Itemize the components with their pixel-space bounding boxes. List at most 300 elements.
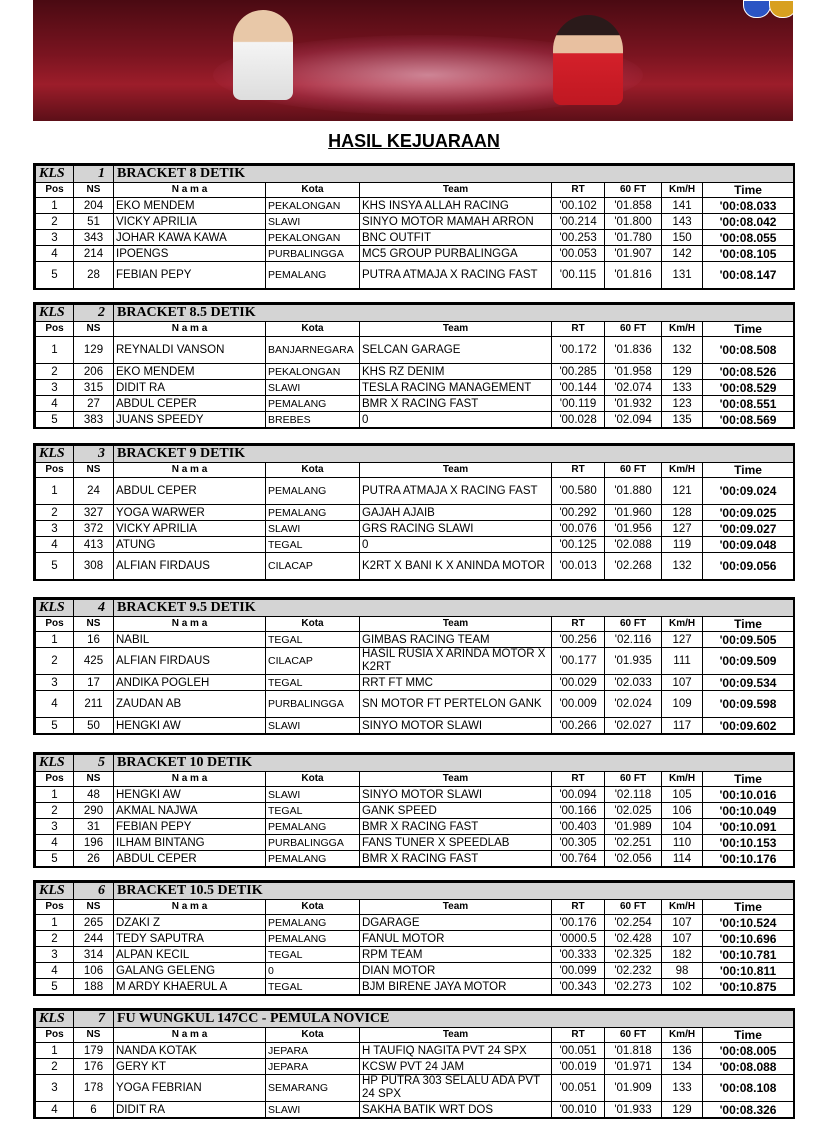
cell-ft: '02.056 [605,851,662,867]
cell-kota: PEMALANG [266,262,360,289]
cell-kmh: 134 [662,1059,703,1075]
column-header-pos: Pos [36,617,74,632]
cell-team: FANUL MOTOR [360,931,552,947]
column-header-row [36,772,794,787]
column-header-time: Time [703,900,794,915]
cell-nama: HENGKI AW [114,787,266,803]
cell-rt: '00.119 [552,396,605,412]
cell-kmh: 123 [662,396,703,412]
cell-team: BMR X RACING FAST [360,819,552,835]
cell-ft: '01.880 [605,478,662,505]
cell-ns: 206 [74,364,114,380]
cell-rt: '00.292 [552,505,605,521]
cell-time: '00:09.602 [703,718,794,734]
cell-ft: '01.800 [605,214,662,230]
cell-kmh: 127 [662,521,703,537]
cell-kmh: 121 [662,478,703,505]
cell-time: '00:08.105 [703,246,794,262]
result-row [36,835,794,851]
cell-rt: '00.053 [552,246,605,262]
cell-kota: PEMALANG [266,396,360,412]
column-header-pos: Pos [36,183,74,198]
cell-ft: '02.088 [605,537,662,553]
cell-nama: VICKY APRILIA [114,521,266,537]
cell-ft: '01.836 [605,337,662,364]
result-row [36,198,794,214]
column-header-pos: Pos [36,322,74,337]
cell-team: MC5 GROUP PURBALINGGA [360,246,552,262]
cell-team: HASIL RUSIA X ARINDA MOTOR X K2RT [360,648,552,675]
column-header-nama: N a m a [114,1028,266,1043]
cell-kmh: 107 [662,675,703,691]
cell-ns: 26 [74,851,114,867]
cell-time: '00:08.005 [703,1043,794,1059]
cell-team: GANK SPEED [360,803,552,819]
page-title: HASIL KEJUARAAN [328,131,500,151]
result-row [36,521,794,537]
column-header-kmh: Km/H [662,463,703,478]
cell-kmh: 104 [662,819,703,835]
cell-rt: '00.172 [552,337,605,364]
cell-kota: PEMALANG [266,915,360,931]
result-row [36,787,794,803]
cell-nama: ZAUDAN AB [114,691,266,718]
class-number: 4 [74,600,114,617]
cell-ns: 31 [74,819,114,835]
cell-time: '00:08.551 [703,396,794,412]
class-header-row [36,1011,794,1028]
cell-pos: 5 [36,553,74,580]
cell-rt: '00.403 [552,819,605,835]
cell-rt: '00.144 [552,380,605,396]
cell-time: '00:10.153 [703,835,794,851]
cell-time: '00:09.027 [703,521,794,537]
cell-team: RPM TEAM [360,947,552,963]
cell-rt: '00.764 [552,851,605,867]
column-header-nama: N a m a [114,772,266,787]
column-header-ft: 60 FT [605,617,662,632]
column-header-nama: N a m a [114,617,266,632]
cell-pos: 4 [36,691,74,718]
cell-team: KHS INSYA ALLAH RACING [360,198,552,214]
class-header-spacer [552,166,794,183]
column-header-ns: NS [74,772,114,787]
cell-time: '00:10.781 [703,947,794,963]
cell-kota: PEMALANG [266,478,360,505]
result-row [36,537,794,553]
class-label: KLS [36,305,74,322]
column-header-nama: N a m a [114,900,266,915]
cell-nama: DIDIT RA [114,1102,266,1118]
cell-ns: 425 [74,648,114,675]
column-header-ft: 60 FT [605,322,662,337]
column-header-kmh: Km/H [662,772,703,787]
cell-kmh: 129 [662,1102,703,1118]
cell-team: BMR X RACING FAST [360,851,552,867]
class-title: FU WUNGKUL 147CC - PEMULA NOVICE [114,1011,552,1028]
cell-pos: 3 [36,230,74,246]
column-header-rt: RT [552,1028,605,1043]
cell-rt: '00.099 [552,963,605,979]
cell-pos: 4 [36,963,74,979]
cell-kota: SLAWI [266,1102,360,1118]
cell-time: '00:10.696 [703,931,794,947]
result-row [36,819,794,835]
results-table [35,165,794,289]
column-header-rt: RT [552,322,605,337]
cell-rt: '00.009 [552,691,605,718]
cell-kmh: 109 [662,691,703,718]
class-label: KLS [36,755,74,772]
cell-kota: SLAWI [266,380,360,396]
column-header-pos: Pos [36,772,74,787]
cell-team: KHS RZ DENIM [360,364,552,380]
cell-pos: 5 [36,412,74,428]
column-header-row [36,1028,794,1043]
cell-team: TESLA RACING MANAGEMENT [360,380,552,396]
cell-rt: '00.285 [552,364,605,380]
result-row [36,648,794,675]
column-header-ns: NS [74,1028,114,1043]
cell-pos: 3 [36,1075,74,1102]
column-header-ns: NS [74,900,114,915]
class-section [33,443,795,581]
cell-ns: 343 [74,230,114,246]
cell-ft: '02.325 [605,947,662,963]
cell-nama: HENGKI AW [114,718,266,734]
column-header-ft: 60 FT [605,900,662,915]
cell-time: '00:10.875 [703,979,794,995]
class-section [33,880,795,996]
cell-ft: '02.273 [605,979,662,995]
class-title: BRACKET 8.5 DETIK [114,305,552,322]
cell-kota: CILACAP [266,648,360,675]
cell-ft: '02.428 [605,931,662,947]
cell-time: '00:08.326 [703,1102,794,1118]
cell-ns: 196 [74,835,114,851]
column-header-pos: Pos [36,1028,74,1043]
cell-ns: 179 [74,1043,114,1059]
cell-pos: 2 [36,364,74,380]
result-row [36,851,794,867]
cell-ft: '01.935 [605,648,662,675]
cell-kota: 0 [266,963,360,979]
cell-rt: '00.176 [552,915,605,931]
column-header-kota: Kota [266,900,360,915]
cell-ns: 28 [74,262,114,289]
class-title: BRACKET 10.5 DETIK [114,883,552,900]
cell-team: SN MOTOR FT PERTELON GANK [360,691,552,718]
cell-ft: '01.858 [605,198,662,214]
class-number: 3 [74,446,114,463]
cell-time: '00:08.033 [703,198,794,214]
cell-nama: JUANS SPEEDY [114,412,266,428]
cell-pos: 5 [36,979,74,995]
column-header-time: Time [703,322,794,337]
column-header-ft: 60 FT [605,1028,662,1043]
sponsor-badge [743,0,771,18]
cell-pos: 1 [36,915,74,931]
cell-kmh: 98 [662,963,703,979]
cell-ns: 204 [74,198,114,214]
cell-kmh: 111 [662,648,703,675]
cell-nama: ATUNG [114,537,266,553]
column-header-kmh: Km/H [662,617,703,632]
result-row [36,505,794,521]
cell-team: DIAN MOTOR [360,963,552,979]
cell-ns: 178 [74,1075,114,1102]
result-row [36,803,794,819]
cell-pos: 4 [36,835,74,851]
cell-pos: 4 [36,246,74,262]
cell-kmh: 133 [662,1075,703,1102]
cell-kota: SLAWI [266,718,360,734]
cell-nama: ABDUL CEPER [114,851,266,867]
result-row [36,1059,794,1075]
result-row [36,979,794,995]
cell-ns: 129 [74,337,114,364]
cell-pos: 3 [36,380,74,396]
cell-rt: '00.166 [552,803,605,819]
cell-kota: PURBALINGGA [266,246,360,262]
class-label: KLS [36,1011,74,1028]
cell-kota: SLAWI [266,521,360,537]
column-header-team: Team [360,463,552,478]
column-header-kota: Kota [266,183,360,198]
column-header-rt: RT [552,772,605,787]
cell-rt: '00.125 [552,537,605,553]
column-header-kmh: Km/H [662,183,703,198]
result-row [36,337,794,364]
result-row [36,947,794,963]
cell-nama: DIDIT RA [114,380,266,396]
cell-time: '00:10.091 [703,819,794,835]
class-header-row [36,883,794,900]
cell-kmh: 102 [662,979,703,995]
cell-kota: TEGAL [266,675,360,691]
cell-pos: 2 [36,803,74,819]
cell-pos: 5 [36,262,74,289]
cell-ft: '02.025 [605,803,662,819]
cell-rt: '00.580 [552,478,605,505]
column-header-kota: Kota [266,463,360,478]
cell-kota: JEPARA [266,1059,360,1075]
cell-pos: 5 [36,851,74,867]
cell-kota: PEMALANG [266,819,360,835]
column-header-kota: Kota [266,322,360,337]
column-header-pos: Pos [36,900,74,915]
result-row [36,246,794,262]
cell-kota: SEMARANG [266,1075,360,1102]
result-row [36,675,794,691]
cell-kota: JEPARA [266,1043,360,1059]
result-row [36,553,794,580]
column-header-row [36,183,794,198]
cell-kmh: 132 [662,553,703,580]
cell-team: 0 [360,412,552,428]
class-header-row [36,755,794,772]
result-row [36,931,794,947]
class-header-spacer [552,883,794,900]
results-table [35,445,794,580]
cell-nama: IPOENGS [114,246,266,262]
result-row [36,915,794,931]
cell-kmh: 131 [662,262,703,289]
class-section [33,1008,795,1119]
sponsor-badge [769,0,793,18]
cell-team: RRT FT MMC [360,675,552,691]
column-header-kmh: Km/H [662,322,703,337]
cell-team: K2RT X BANI K X ANINDA MOTOR [360,553,552,580]
cell-ns: 214 [74,246,114,262]
cell-time: '00:08.529 [703,380,794,396]
cell-nama: AKMAL NAJWA [114,803,266,819]
cell-ns: 327 [74,505,114,521]
cell-rt: '0000.5 [552,931,605,947]
cell-ft: '01.933 [605,1102,662,1118]
cell-pos: 1 [36,198,74,214]
cell-pos: 1 [36,632,74,648]
cell-pos: 4 [36,396,74,412]
column-header-nama: N a m a [114,183,266,198]
result-row [36,632,794,648]
class-label: KLS [36,600,74,617]
cell-ft: '02.033 [605,675,662,691]
cell-nama: ALFIAN FIRDAUS [114,648,266,675]
cell-ft: '01.909 [605,1075,662,1102]
cell-rt: '00.028 [552,412,605,428]
cell-ft: '01.958 [605,364,662,380]
cell-pos: 2 [36,505,74,521]
column-header-rt: RT [552,900,605,915]
column-header-ns: NS [74,617,114,632]
result-row [36,1075,794,1102]
cell-ns: 50 [74,718,114,734]
cell-kmh: 132 [662,337,703,364]
cell-ns: 308 [74,553,114,580]
cell-team: BJM BIRENE JAYA MOTOR [360,979,552,995]
cell-ft: '02.251 [605,835,662,851]
cell-team: SAKHA BATIK WRT DOS [360,1102,552,1118]
cell-pos: 2 [36,1059,74,1075]
cell-nama: EKO MENDEM [114,364,266,380]
class-header-spacer [552,446,794,463]
class-title: BRACKET 9 DETIK [114,446,552,463]
cell-rt: '00.256 [552,632,605,648]
cell-kmh: 128 [662,505,703,521]
class-label: KLS [36,446,74,463]
cell-team: GIMBAS RACING TEAM [360,632,552,648]
column-header-ft: 60 FT [605,183,662,198]
cell-ft: '01.818 [605,1043,662,1059]
result-row [36,1043,794,1059]
cell-team: PUTRA ATMAJA X RACING FAST [360,262,552,289]
result-row [36,230,794,246]
cell-time: '00:08.526 [703,364,794,380]
cell-team: SELCAN GARAGE [360,337,552,364]
cell-time: '00:08.508 [703,337,794,364]
cell-pos: 3 [36,675,74,691]
cell-rt: '00.094 [552,787,605,803]
column-header-rt: RT [552,463,605,478]
cell-ft: '01.971 [605,1059,662,1075]
cell-kota: TEGAL [266,537,360,553]
column-header-nama: N a m a [114,463,266,478]
cell-pos: 2 [36,648,74,675]
cell-kmh: 107 [662,931,703,947]
cell-ns: 27 [74,396,114,412]
cell-kmh: 110 [662,835,703,851]
column-header-rt: RT [552,617,605,632]
column-header-team: Team [360,322,552,337]
column-header-time: Time [703,463,794,478]
cell-time: '00:10.811 [703,963,794,979]
cell-time: '00:09.598 [703,691,794,718]
cell-ft: '02.118 [605,787,662,803]
class-header-spacer [552,305,794,322]
class-number: 1 [74,166,114,183]
cell-nama: EKO MENDEM [114,198,266,214]
column-header-row [36,463,794,478]
cell-team: 0 [360,537,552,553]
cell-nama: ILHAM BINTANG [114,835,266,851]
cell-time: '00:09.025 [703,505,794,521]
cell-team: SINYO MOTOR MAMAH ARRON [360,214,552,230]
cell-kota: SLAWI [266,787,360,803]
column-header-kota: Kota [266,617,360,632]
cell-ft: '01.932 [605,396,662,412]
cell-ns: 16 [74,632,114,648]
cell-team: BMR X RACING FAST [360,396,552,412]
class-title: BRACKET 9.5 DETIK [114,600,552,617]
cell-ft: '01.780 [605,230,662,246]
cell-time: '00:09.024 [703,478,794,505]
column-header-ft: 60 FT [605,463,662,478]
cell-ns: 211 [74,691,114,718]
cell-nama: JOHAR KAWA KAWA [114,230,266,246]
cell-ft: '02.232 [605,963,662,979]
column-header-kota: Kota [266,772,360,787]
cell-pos: 3 [36,521,74,537]
cell-rt: '00.013 [552,553,605,580]
cell-ns: 6 [74,1102,114,1118]
column-header-team: Team [360,183,552,198]
results-table [35,754,794,867]
results-table [35,882,794,995]
cell-time: '00:09.534 [703,675,794,691]
cell-ns: 48 [74,787,114,803]
column-header-nama: N a m a [114,322,266,337]
cell-ft: '02.027 [605,718,662,734]
cell-ns: 106 [74,963,114,979]
cell-kmh: 133 [662,380,703,396]
cell-time: '00:08.147 [703,262,794,289]
column-header-rt: RT [552,183,605,198]
cell-ft: '01.960 [605,505,662,521]
cell-ft: '02.024 [605,691,662,718]
cell-kmh: 119 [662,537,703,553]
cell-rt: '00.333 [552,947,605,963]
cell-pos: 5 [36,718,74,734]
cell-time: '00:08.088 [703,1059,794,1075]
class-section [33,302,795,429]
result-row [36,478,794,505]
column-header-ns: NS [74,183,114,198]
cell-pos: 3 [36,947,74,963]
cell-ns: 383 [74,412,114,428]
cell-time: '00:10.049 [703,803,794,819]
column-header-row [36,617,794,632]
